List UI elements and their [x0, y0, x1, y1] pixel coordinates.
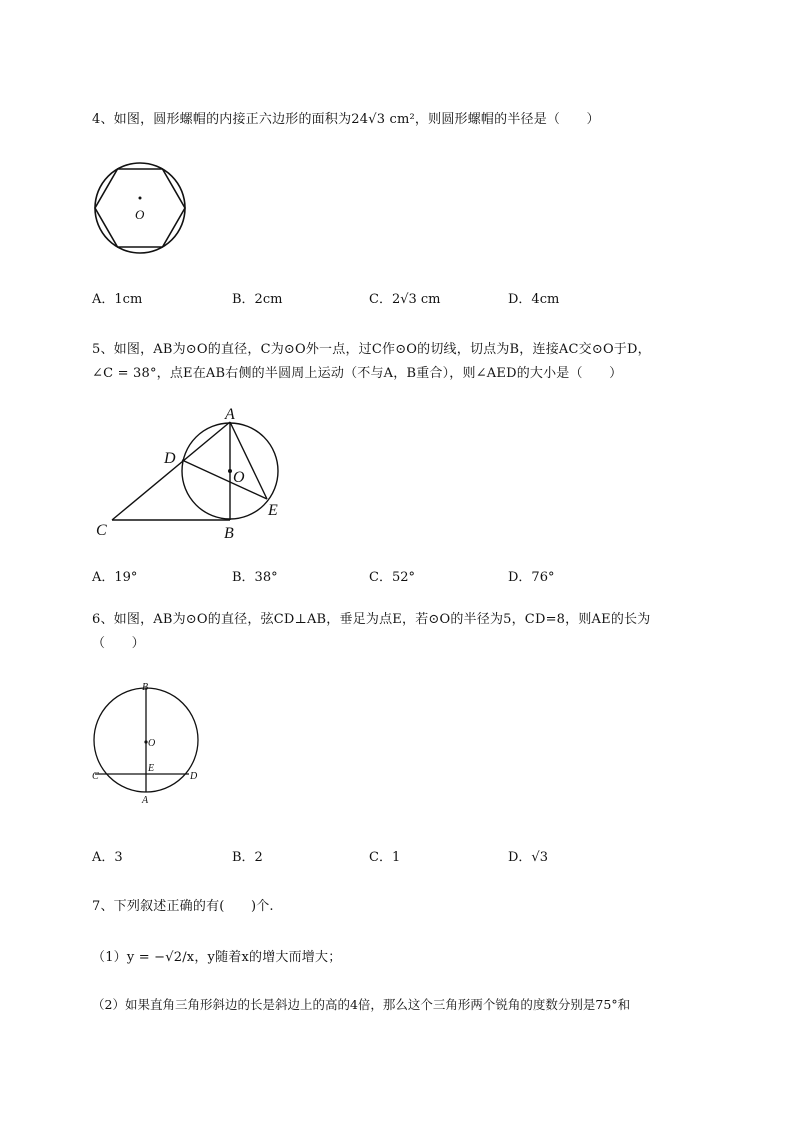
q6-option-b: B．2	[232, 850, 263, 865]
q5-option-b: B．38°	[232, 570, 278, 585]
q6-label-e: E	[148, 763, 155, 774]
q6-option-d: D．√3	[508, 850, 548, 865]
q5-label-c: C	[96, 522, 107, 539]
q6-option-a: A．3	[92, 850, 123, 865]
q5-option-c: C．52°	[369, 570, 415, 585]
q5-center-point	[228, 469, 232, 473]
q5-line-de	[182, 460, 267, 499]
q4-figure-hexagon-in-circle	[92, 160, 192, 260]
q6-figure-chord-diameter	[86, 678, 206, 808]
q7-item-1: （1）y = −√2/x，y随着x的增大而增大；	[92, 950, 342, 965]
q6-label-d: D	[190, 771, 198, 782]
q5-line-ca	[112, 422, 230, 520]
q5-option-d: D．76°	[508, 570, 555, 585]
q5-label-a: A	[225, 406, 235, 423]
q4-text: 4、如图，圆形螺帽的内接正六边形的面积为24√3 cm²，则圆形螺帽的半径是（ ）	[92, 112, 600, 127]
q6-option-c: C．1	[369, 850, 401, 865]
q6-label-a: A	[142, 795, 149, 806]
q5-option-a: A．19°	[92, 570, 138, 585]
q5-text-line1: 5、如图，AB为⊙O的直径，C为⊙O外一点，过C作⊙O的切线，切点为B，连接AC交⊙O于D，	[92, 342, 651, 357]
q5-label-e: E	[268, 502, 278, 519]
q4-option-a: A．1cm	[92, 292, 143, 307]
q4-option-d: D．4cm	[508, 292, 560, 307]
q6-text-line1: 6、如图，AB为⊙O的直径，弦CD⊥AB，垂足为点E，若⊙O的半径为5，CD=8，则AE的长为	[92, 612, 651, 627]
q5-figure-circle-tangent	[92, 400, 292, 545]
q6-label-c: C	[92, 771, 99, 782]
q6-text-line2: （ ）	[92, 636, 145, 651]
q6-label-b: B	[142, 682, 149, 693]
q5-label-o: O	[233, 469, 245, 486]
q4-center-point	[139, 197, 142, 200]
q7-item-2: （2）如果直角三角形斜边的长是斜边上的高的4倍，那么这个三角形两个锐角的度数分别是75°和	[92, 997, 631, 1012]
q5-label-b: B	[224, 525, 234, 542]
q6-label-o: O	[148, 738, 156, 749]
q7-text: 7、下列叙述正确的有( )个.	[92, 899, 274, 914]
q4-label-o: O	[135, 207, 145, 222]
q5-label-d: D	[164, 450, 176, 467]
q5-text-line2: ∠C = 38°，点E在AB右侧的半圆周上运动（不与A，B重合），则∠AED的大小是（ ）	[92, 366, 623, 381]
q5-line-ae	[230, 422, 267, 499]
q4-option-b: B．2cm	[232, 292, 283, 307]
q4-option-c: C．2√3 cm	[369, 292, 441, 307]
